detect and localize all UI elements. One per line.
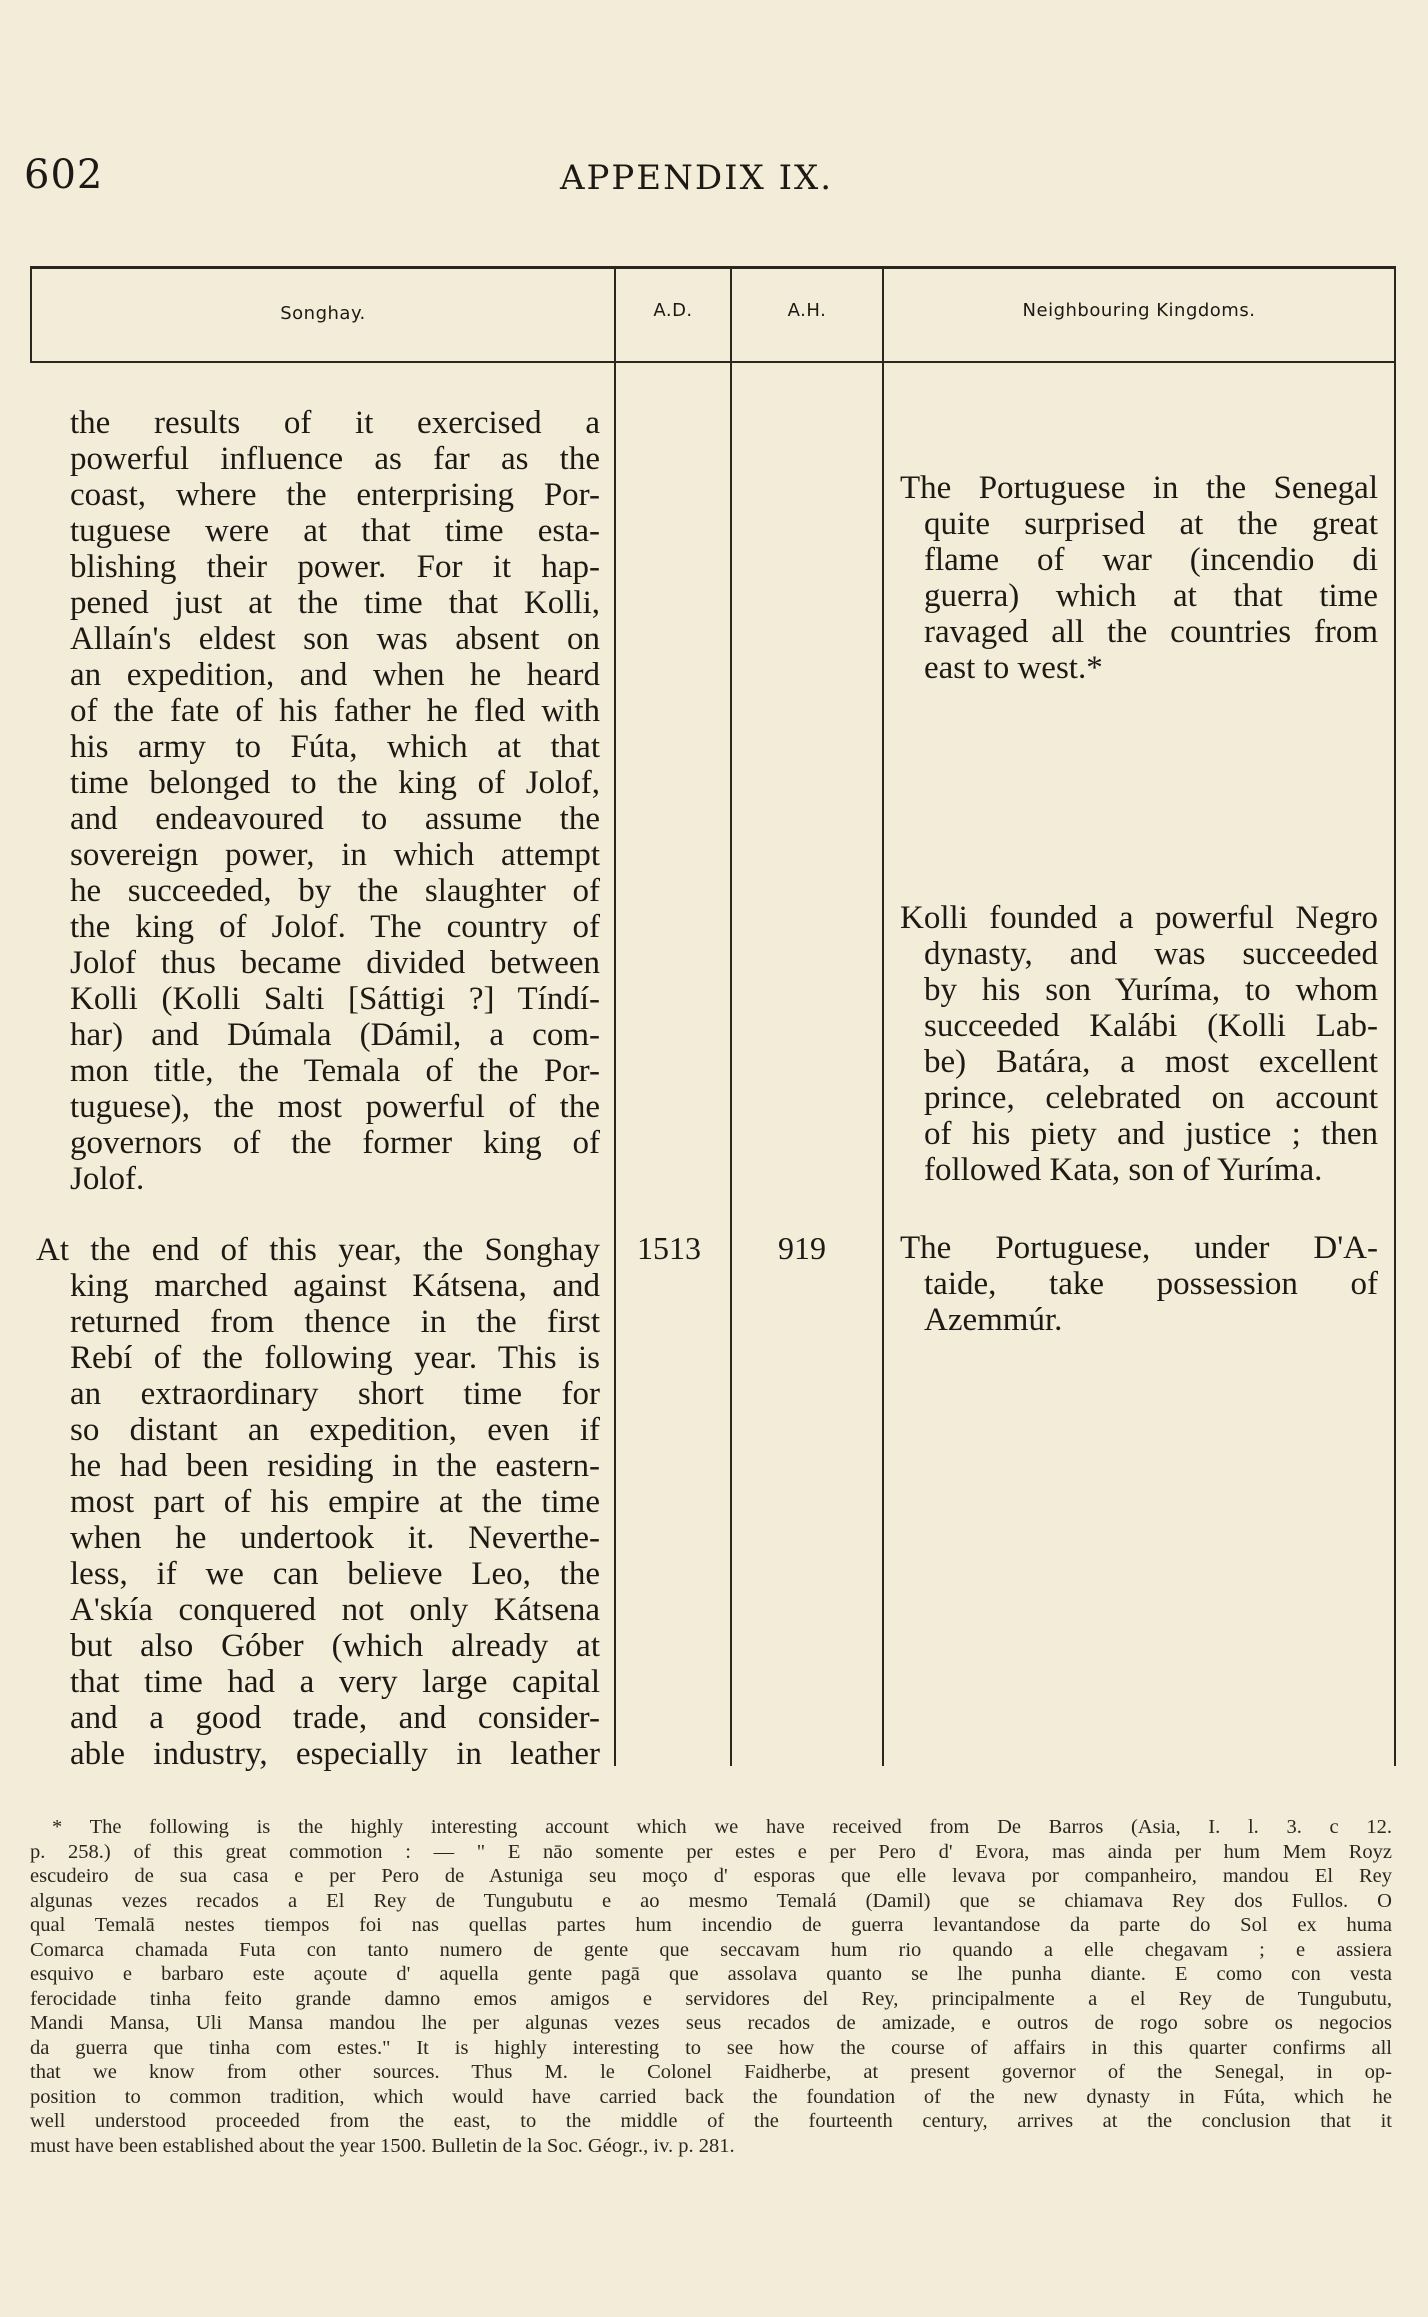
text-line: an expedition, and when he heard — [70, 657, 600, 693]
footnote-line: well understood proceeded from the east, to the middle of the fourteenth century, arrives at the conclusion that it — [30, 2110, 1392, 2132]
text-line: pened just at the time that Kolli, — [70, 585, 600, 621]
column-header-neighbouring: Neighbouring Kingdoms. — [1022, 300, 1256, 321]
text-line: Allaín's eldest son was absent on — [70, 621, 600, 657]
text-line: that time had a very large capital — [70, 1664, 600, 1700]
text-line: ravaged all the countries from — [924, 614, 1378, 650]
row2-neighbouring-text — [900, 1230, 1378, 1338]
footnote-line: that we know from other sources. Thus M. le Colonel Faidherbe, at present governor of the Senegal, in op- — [30, 2061, 1392, 2083]
table-header-rule — [30, 361, 1396, 363]
text-line: mon title, the Temala of the Por- — [70, 1053, 600, 1089]
row1-neighbouring-text-a — [900, 470, 1378, 686]
row2-songhay-text — [36, 1232, 600, 1772]
text-line: Rebí of the following year. This is — [70, 1340, 600, 1376]
text-line: his army to Fúta, which at that — [70, 729, 600, 765]
page-number: 602 — [24, 152, 104, 198]
text-line: prince, celebrated on account — [924, 1080, 1378, 1116]
text-line: king marched against Kátsena, and — [70, 1268, 600, 1304]
text-line: tuguese were at that time esta- — [70, 513, 600, 549]
text-line: but also Góber (which already at — [70, 1628, 600, 1664]
text-line: governors of the former king of — [70, 1125, 600, 1161]
text-line: taide, take possession of — [924, 1266, 1378, 1302]
footnote-line: position to common tradition, which would have carried back the foundation of the new dynasty in Fúta, which he — [30, 2085, 1392, 2108]
row1-neighbouring-text-b — [900, 900, 1378, 1188]
footnote-line: Mandi Mansa, Uli Mansa mandou lhe per algunas vezes seus recados de amizade, e outros de rogo sobre os negocios — [30, 2012, 1392, 2034]
column-divider-3 — [730, 266, 732, 1766]
column-divider-5 — [1394, 266, 1396, 1766]
text-line: able industry, especially in leather — [70, 1736, 600, 1772]
text-line: so distant an expedition, even if — [70, 1412, 600, 1448]
text-line: quite surprised at the great — [924, 506, 1378, 542]
text-line: tuguese), the most powerful of the — [70, 1089, 600, 1125]
column-header-songhay: Songhay. — [280, 303, 366, 324]
text-line: returned from thence in the first — [70, 1304, 600, 1340]
text-line: flame of war (incendio di — [924, 542, 1378, 578]
text-line: blishing their power. For it hap- — [70, 549, 600, 585]
text-line: powerful influence as far as the — [70, 441, 600, 477]
footnote-line: qual Temalā nestes tiempos foi nas quellas partes hum incendio de guerra levantandose da parte do Sol ex huma — [30, 1914, 1392, 1936]
text-line: an extraordinary short time for — [70, 1376, 600, 1412]
text-line: Kolli (Kolli Salti [Sáttigi ?] Tíndí- — [70, 981, 600, 1017]
footnote-line: ferocidade tinha feito grande damno emos amigos e servidores del Rey, principalmente a el Rey de Tungubutu, — [30, 1987, 1392, 2010]
text-line: succeeded Kalábi (Kolli Lab- — [924, 1008, 1378, 1044]
footnote-line: escudeiro de sua casa e per Pero de Astuniga seu moço d' esporas que elle levava por companheiro, mandou El Rey — [30, 1865, 1392, 1887]
text-line: The Portuguese, under D'A- — [900, 1230, 1378, 1266]
table-top-rule — [30, 266, 1396, 269]
text-line: when he undertook it. Neverthe- — [70, 1520, 600, 1556]
footnote-line: must have been established about the year 1500. Bulletin de la Soc. Géogr., iv. p. 281. — [30, 2134, 735, 2157]
text-line: most part of his empire at the time — [70, 1484, 600, 1520]
running-head: APPENDIX IX. — [560, 158, 834, 198]
footnote — [30, 1815, 1392, 2158]
text-line: At the end of this year, the Songhay — [36, 1232, 600, 1268]
footnote-line: algunas vezes recados a El Rey de Tungubutu e ao mesmo Temalá (Damil) que se chiamava Rey dos Fullos. O — [30, 1889, 1392, 1912]
column-divider-4 — [882, 266, 884, 1766]
text-line: Azemmúr. — [924, 1302, 1063, 1338]
footnote-line: esquivo e barbaro este açoute d' aquella gente pagā que assolava quanto se lhe punha diante. E como con vesta — [30, 1963, 1392, 1985]
text-line: The Portuguese in the Senegal — [900, 470, 1378, 506]
text-line: Kolli founded a powerful Negro — [900, 900, 1378, 936]
text-line: followed Kata, son of Yuríma. — [924, 1152, 1323, 1188]
column-header-ad: A.D. — [653, 300, 693, 321]
text-line: time belonged to the king of Jolof, — [70, 765, 600, 801]
text-line: of his piety and justice ; then — [924, 1116, 1378, 1152]
text-line: of the fate of his father he fled with — [70, 693, 600, 729]
row2-year-ad: 1513 — [637, 1230, 701, 1266]
column-header-ah: A.H. — [787, 300, 827, 321]
text-line: he had been residing in the eastern- — [70, 1448, 600, 1484]
text-line: the king of Jolof. The country of — [70, 909, 600, 945]
text-line: sovereign power, in which attempt — [70, 837, 600, 873]
footnote-line: da guerra que tinha com estes." It is highly interesting to see how the course of affairs in this quarter confirms all — [30, 2036, 1392, 2059]
text-line: less, if we can believe Leo, the — [70, 1556, 600, 1592]
text-line: Jolof thus became divided between — [70, 945, 600, 981]
text-line: Jolof. — [70, 1161, 145, 1197]
text-line: by his son Yuríma, to whom — [924, 972, 1378, 1008]
text-line: the results of it exercised a — [70, 405, 600, 441]
text-line: coast, where the enterprising Por- — [70, 477, 600, 513]
row2-year-ah: 919 — [778, 1230, 826, 1266]
footnote-line: Comarca chamada Futa con tanto numero de gente que seccavam hum rio quando a elle chegavam ; e assiera — [30, 1938, 1392, 1961]
column-divider-2 — [614, 266, 616, 1766]
text-line: east to west.* — [924, 650, 1103, 686]
row1-songhay-text — [70, 405, 600, 1197]
footnote-line: * The following is the highly interesting account which we have received from De Barros (Asia, I. l. 3. c 12. — [52, 1816, 1392, 1838]
text-line: dynasty, and was succeeded — [924, 936, 1378, 972]
text-line: and a good trade, and consider- — [70, 1700, 600, 1736]
text-line: he succeeded, by the slaughter of — [70, 873, 600, 909]
text-line: guerra) which at that time — [924, 578, 1378, 614]
text-line: A'skía conquered not only Kátsena — [70, 1592, 600, 1628]
text-line: har) and Dúmala (Dámil, a com- — [70, 1017, 600, 1053]
text-line: be) Batára, a most excellent — [924, 1044, 1378, 1080]
text-line: and endeavoured to assume the — [70, 801, 600, 837]
footnote-line: p. 258.) of this great commotion : — " E nāo somente per estes e per Pero d' Evora, mas ainda per hum Mem Royz — [30, 1840, 1392, 1863]
